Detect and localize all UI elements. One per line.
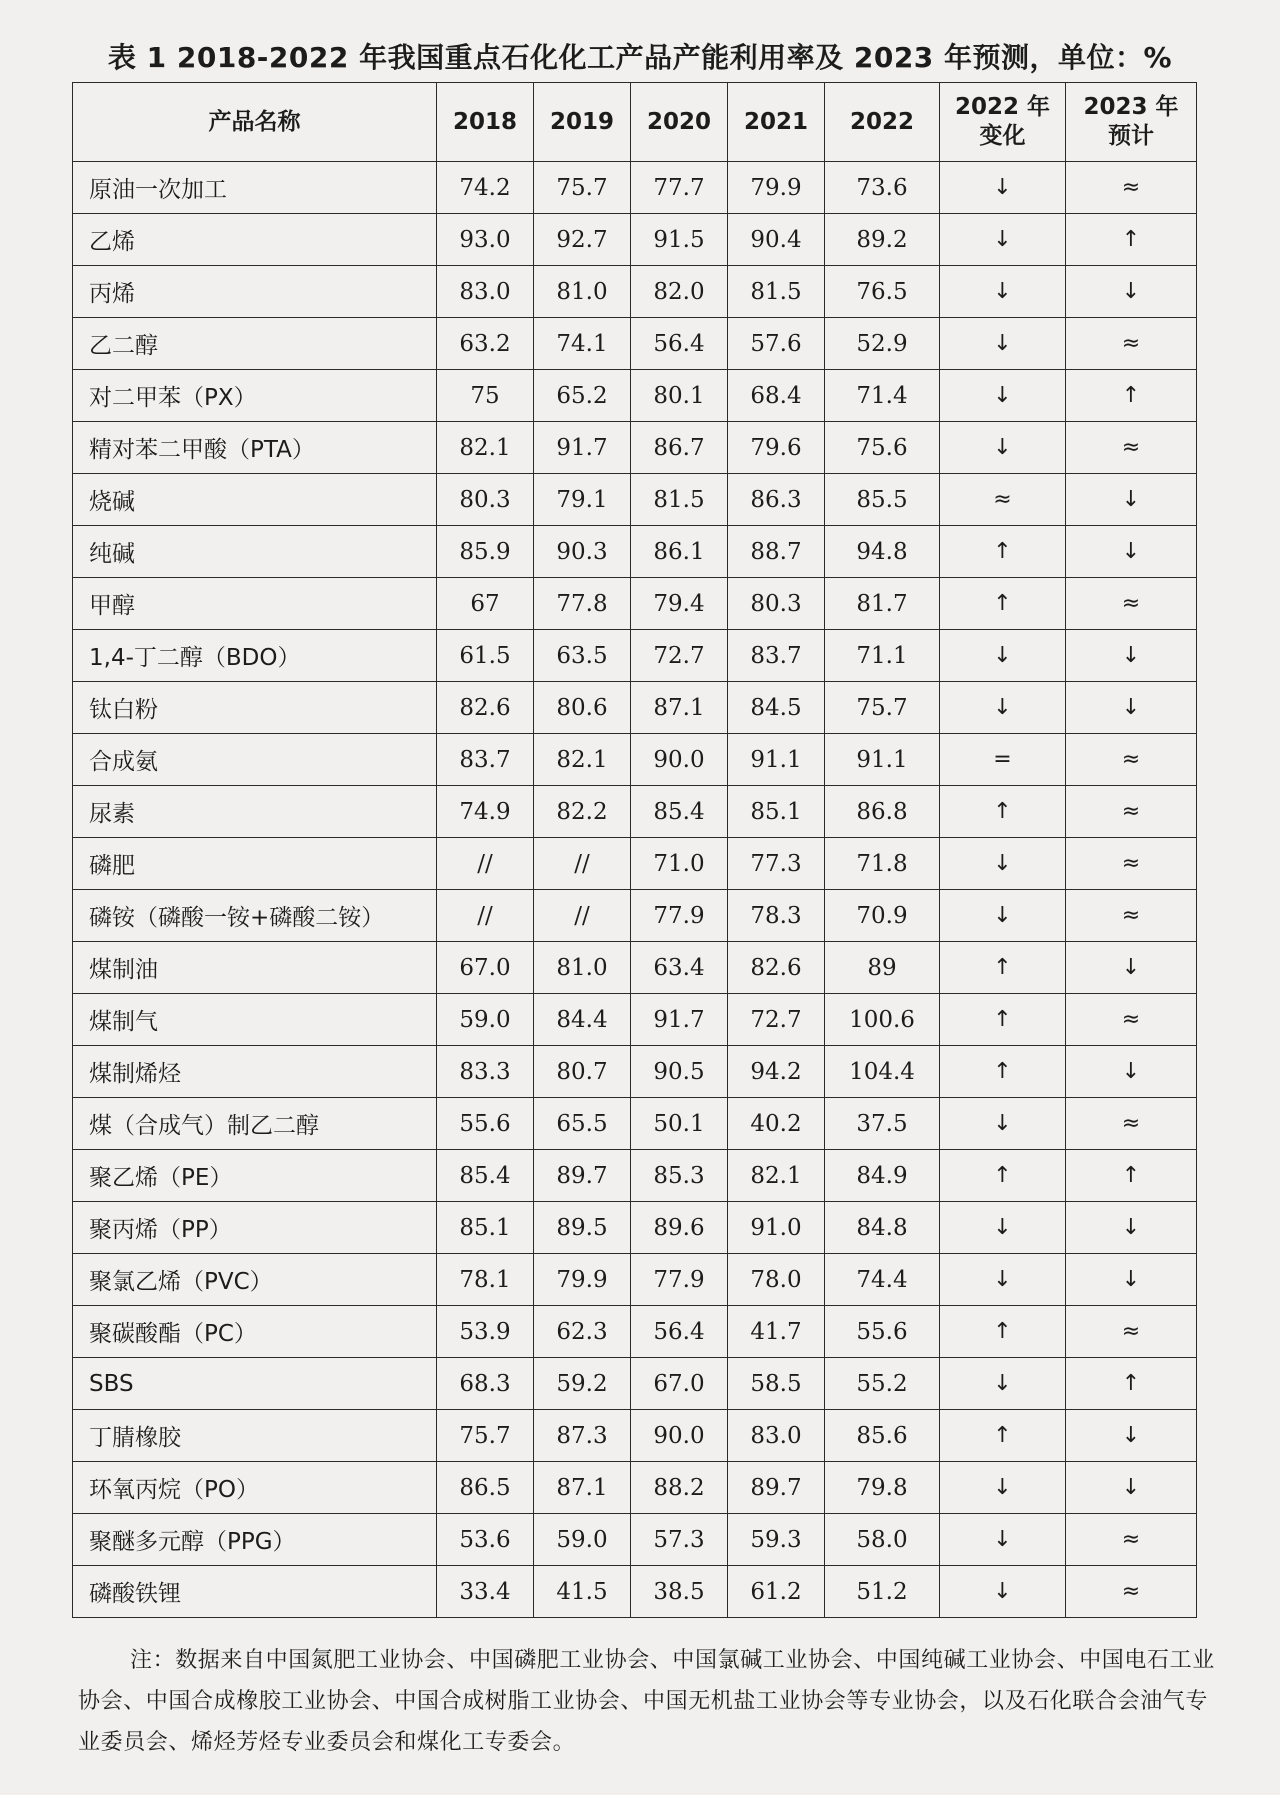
product-name-cell: 聚乙烯（PE）	[73, 1150, 437, 1202]
value-2022-cell: 37.5	[825, 1098, 940, 1150]
header-2022: 2022	[825, 83, 940, 162]
value-2018-cell: 53.9	[437, 1306, 534, 1358]
value-2022-cell: 84.9	[825, 1150, 940, 1202]
value-2022-cell: 52.9	[825, 318, 940, 370]
table-header-row	[73, 83, 1197, 162]
value-2018-cell: 83.0	[437, 266, 534, 318]
value-2020-cell: 90.0	[631, 1410, 728, 1462]
forecast-2023-indicator: ≈	[1066, 786, 1197, 838]
value-2020-cell: 85.3	[631, 1150, 728, 1202]
forecast-2023-indicator: ↑	[1066, 1150, 1197, 1202]
table-row	[73, 786, 1197, 838]
table-row	[73, 734, 1197, 786]
value-2020-cell: 91.5	[631, 214, 728, 266]
change-2022-indicator: ↑	[940, 1046, 1066, 1098]
product-name-cell: 磷肥	[73, 838, 437, 890]
value-2021-cell: 90.4	[728, 214, 825, 266]
value-2018-cell: 55.6	[437, 1098, 534, 1150]
change-2022-indicator: ↓	[940, 890, 1066, 942]
table-row	[73, 1306, 1197, 1358]
source-note: 注：数据来自中国氮肥工业协会、中国磷肥工业协会、中国氯碱工业协会、中国纯碱工业协会、中国电石工业协会、中国合成橡胶工业协会、中国合成树脂工业协会、中国无机盐工业协会等专业协会，以及石化联合会油气专业委员会、烯烃芳烃专业委员会和煤化工专委会。	[78, 1648, 1215, 1755]
value-2018-cell: //	[437, 890, 534, 942]
value-2021-cell: 59.3	[728, 1514, 825, 1566]
change-2022-indicator: ↓	[940, 370, 1066, 422]
table-row	[73, 1150, 1197, 1202]
forecast-2023-indicator: ≈	[1066, 1514, 1197, 1566]
value-2020-cell: 87.1	[631, 682, 728, 734]
value-2020-cell: 90.0	[631, 734, 728, 786]
value-2021-cell: 94.2	[728, 1046, 825, 1098]
capacity-utilization-table	[72, 82, 1197, 1618]
value-2020-cell: 86.7	[631, 422, 728, 474]
product-name-cell: 磷酸铁锂	[73, 1566, 437, 1618]
product-name-cell: 丁腈橡胶	[73, 1410, 437, 1462]
value-2018-cell: 75	[437, 370, 534, 422]
product-name-cell: 乙烯	[73, 214, 437, 266]
value-2019-cell: 84.4	[534, 994, 631, 1046]
product-name-cell: 合成氨	[73, 734, 437, 786]
product-name-cell: 聚丙烯（PP）	[73, 1202, 437, 1254]
forecast-2023-indicator: ≈	[1066, 422, 1197, 474]
value-2020-cell: 88.2	[631, 1462, 728, 1514]
forecast-2023-indicator: ↑	[1066, 1358, 1197, 1410]
value-2019-cell: 59.2	[534, 1358, 631, 1410]
value-2022-cell: 71.1	[825, 630, 940, 682]
product-name-cell: 乙二醇	[73, 318, 437, 370]
value-2018-cell: 83.7	[437, 734, 534, 786]
value-2019-cell: 79.9	[534, 1254, 631, 1306]
value-2021-cell: 78.3	[728, 890, 825, 942]
change-2022-indicator: =	[940, 734, 1066, 786]
table-body	[73, 162, 1197, 1618]
value-2018-cell: 80.3	[437, 474, 534, 526]
value-2021-cell: 79.6	[728, 422, 825, 474]
change-2022-indicator: ↑	[940, 994, 1066, 1046]
value-2019-cell: 82.1	[534, 734, 631, 786]
product-name-cell: 煤制气	[73, 994, 437, 1046]
value-2022-cell: 71.4	[825, 370, 940, 422]
forecast-2023-indicator: ↓	[1066, 1202, 1197, 1254]
change-2022-indicator: ↓	[940, 1358, 1066, 1410]
forecast-2023-indicator: ≈	[1066, 1306, 1197, 1358]
value-2018-cell: 86.5	[437, 1462, 534, 1514]
change-2022-indicator: ↓	[940, 1514, 1066, 1566]
value-2022-cell: 89.2	[825, 214, 940, 266]
value-2020-cell: 82.0	[631, 266, 728, 318]
table-row	[73, 942, 1197, 994]
value-2022-cell: 55.2	[825, 1358, 940, 1410]
value-2022-cell: 70.9	[825, 890, 940, 942]
forecast-2023-indicator: ≈	[1066, 578, 1197, 630]
value-2018-cell: 75.7	[437, 1410, 534, 1462]
change-2022-indicator: ↓	[940, 1098, 1066, 1150]
change-2022-indicator: ↓	[940, 630, 1066, 682]
table-row	[73, 1566, 1197, 1618]
value-2020-cell: 86.1	[631, 526, 728, 578]
value-2018-cell: 61.5	[437, 630, 534, 682]
value-2019-cell: 79.1	[534, 474, 631, 526]
value-2020-cell: 63.4	[631, 942, 728, 994]
value-2020-cell: 77.7	[631, 162, 728, 214]
value-2020-cell: 79.4	[631, 578, 728, 630]
value-2019-cell: 81.0	[534, 266, 631, 318]
value-2019-cell: //	[534, 838, 631, 890]
table-row	[73, 838, 1197, 890]
value-2021-cell: 68.4	[728, 370, 825, 422]
value-2018-cell: 85.9	[437, 526, 534, 578]
product-name-cell: SBS	[73, 1358, 437, 1410]
change-2022-indicator: ↓	[940, 1254, 1066, 1306]
product-name-cell: 甲醇	[73, 578, 437, 630]
value-2019-cell: 81.0	[534, 942, 631, 994]
product-name-cell: 纯碱	[73, 526, 437, 578]
forecast-2023-indicator: ↓	[1066, 630, 1197, 682]
table-row	[73, 1046, 1197, 1098]
table-row	[73, 1254, 1197, 1306]
value-2021-cell: 78.0	[728, 1254, 825, 1306]
value-2019-cell: 62.3	[534, 1306, 631, 1358]
forecast-2023-indicator: ↓	[1066, 1462, 1197, 1514]
value-2020-cell: 56.4	[631, 318, 728, 370]
value-2018-cell: 78.1	[437, 1254, 534, 1306]
forecast-2023-indicator: ↓	[1066, 682, 1197, 734]
product-name-cell: 环氧丙烷（PO）	[73, 1462, 437, 1514]
product-name-cell: 烧碱	[73, 474, 437, 526]
table-row	[73, 422, 1197, 474]
value-2022-cell: 94.8	[825, 526, 940, 578]
table-row	[73, 266, 1197, 318]
product-name-cell: 对二甲苯（PX）	[73, 370, 437, 422]
value-2022-cell: 85.5	[825, 474, 940, 526]
table-row	[73, 630, 1197, 682]
value-2022-cell: 81.7	[825, 578, 940, 630]
value-2020-cell: 81.5	[631, 474, 728, 526]
value-2022-cell: 51.2	[825, 1566, 940, 1618]
forecast-2023-indicator: ↓	[1066, 942, 1197, 994]
value-2019-cell: 77.8	[534, 578, 631, 630]
value-2022-cell: 84.8	[825, 1202, 940, 1254]
product-name-cell: 聚氯乙烯（PVC）	[73, 1254, 437, 1306]
forecast-2023-indicator: ↓	[1066, 474, 1197, 526]
forecast-2023-indicator: ≈	[1066, 1098, 1197, 1150]
product-name-cell: 煤制油	[73, 942, 437, 994]
change-2022-indicator: ↓	[940, 1566, 1066, 1618]
value-2022-cell: 58.0	[825, 1514, 940, 1566]
value-2021-cell: 85.1	[728, 786, 825, 838]
change-2022-indicator: ↓	[940, 1202, 1066, 1254]
table-row	[73, 994, 1197, 1046]
forecast-2023-indicator: ↑	[1066, 370, 1197, 422]
value-2022-cell: 79.8	[825, 1462, 940, 1514]
change-2022-indicator: ↓	[940, 214, 1066, 266]
value-2020-cell: 56.4	[631, 1306, 728, 1358]
table-row	[73, 1514, 1197, 1566]
value-2018-cell: 67.0	[437, 942, 534, 994]
product-name-cell: 原油一次加工	[73, 162, 437, 214]
value-2019-cell: 89.5	[534, 1202, 631, 1254]
value-2019-cell: 74.1	[534, 318, 631, 370]
forecast-2023-indicator: ↑	[1066, 214, 1197, 266]
value-2021-cell: 82.6	[728, 942, 825, 994]
value-2020-cell: 77.9	[631, 1254, 728, 1306]
product-name-cell: 聚醚多元醇（PPG）	[73, 1514, 437, 1566]
product-name-cell: 精对苯二甲酸（PTA）	[73, 422, 437, 474]
change-2022-indicator: ↓	[940, 422, 1066, 474]
product-name-cell: 煤（合成气）制乙二醇	[73, 1098, 437, 1150]
change-2022-indicator: ↑	[940, 1410, 1066, 1462]
value-2021-cell: 41.7	[728, 1306, 825, 1358]
value-2021-cell: 83.7	[728, 630, 825, 682]
header-2022-change	[940, 83, 1066, 162]
table-row	[73, 890, 1197, 942]
forecast-2023-indicator: ≈	[1066, 162, 1197, 214]
forecast-2023-indicator: ≈	[1066, 994, 1197, 1046]
change-2022-indicator: ↑	[940, 1150, 1066, 1202]
product-name-cell: 磷铵（磷酸一铵+磷酸二铵）	[73, 890, 437, 942]
header-2021: 2021	[728, 83, 825, 162]
value-2019-cell: 91.7	[534, 422, 631, 474]
value-2020-cell: 38.5	[631, 1566, 728, 1618]
product-name-cell: 尿素	[73, 786, 437, 838]
change-2022-indicator: ↓	[940, 682, 1066, 734]
value-2019-cell: 75.7	[534, 162, 631, 214]
header-2019: 2019	[534, 83, 631, 162]
table-row	[73, 526, 1197, 578]
table-title: 表 1 2018-2022 年我国重点石化化工产品产能利用率及 2023 年预测，单位：%	[107, 41, 1173, 74]
value-2021-cell: 88.7	[728, 526, 825, 578]
product-name-cell: 煤制烯烃	[73, 1046, 437, 1098]
value-2022-cell: 55.6	[825, 1306, 940, 1358]
value-2022-cell: 100.6	[825, 994, 940, 1046]
table-row	[73, 1098, 1197, 1150]
value-2019-cell: 80.6	[534, 682, 631, 734]
value-2020-cell: 67.0	[631, 1358, 728, 1410]
value-2021-cell: 79.9	[728, 162, 825, 214]
value-2019-cell: 80.7	[534, 1046, 631, 1098]
forecast-2023-indicator: ↓	[1066, 526, 1197, 578]
value-2021-cell: 83.0	[728, 1410, 825, 1462]
value-2021-cell: 86.3	[728, 474, 825, 526]
table-row	[73, 474, 1197, 526]
product-name-cell: 丙烯	[73, 266, 437, 318]
value-2021-cell: 58.5	[728, 1358, 825, 1410]
change-2022-indicator: ↓	[940, 162, 1066, 214]
change-2022-indicator: ↓	[940, 1462, 1066, 1514]
value-2021-cell: 40.2	[728, 1098, 825, 1150]
value-2019-cell: 82.2	[534, 786, 631, 838]
value-2018-cell: 67	[437, 578, 534, 630]
change-2022-indicator: ≈	[940, 474, 1066, 526]
change-2022-indicator: ↓	[940, 266, 1066, 318]
value-2021-cell: 77.3	[728, 838, 825, 890]
table-row	[73, 214, 1197, 266]
value-2019-cell: 92.7	[534, 214, 631, 266]
value-2018-cell: //	[437, 838, 534, 890]
forecast-2023-indicator: ≈	[1066, 318, 1197, 370]
value-2018-cell: 53.6	[437, 1514, 534, 1566]
header-2023-forecast-line2: 预计	[1108, 123, 1154, 149]
change-2022-indicator: ↑	[940, 1306, 1066, 1358]
change-2022-indicator: ↑	[940, 526, 1066, 578]
value-2018-cell: 63.2	[437, 318, 534, 370]
value-2022-cell: 74.4	[825, 1254, 940, 1306]
value-2019-cell: 87.3	[534, 1410, 631, 1462]
value-2018-cell: 82.6	[437, 682, 534, 734]
table-row	[73, 162, 1197, 214]
header-2022-change-line2: 变化	[979, 123, 1026, 149]
value-2021-cell: 91.0	[728, 1202, 825, 1254]
value-2020-cell: 72.7	[631, 630, 728, 682]
value-2022-cell: 75.6	[825, 422, 940, 474]
value-2018-cell: 74.2	[437, 162, 534, 214]
value-2021-cell: 61.2	[728, 1566, 825, 1618]
value-2019-cell: //	[534, 890, 631, 942]
header-2018: 2018	[437, 83, 534, 162]
value-2020-cell: 90.5	[631, 1046, 728, 1098]
change-2022-indicator: ↑	[940, 786, 1066, 838]
change-2022-indicator: ↑	[940, 942, 1066, 994]
table-row	[73, 1410, 1197, 1462]
table-row	[73, 1358, 1197, 1410]
value-2022-cell: 75.7	[825, 682, 940, 734]
change-2022-indicator: ↓	[940, 838, 1066, 890]
forecast-2023-indicator: ↓	[1066, 1046, 1197, 1098]
value-2018-cell: 83.3	[437, 1046, 534, 1098]
forecast-2023-indicator: ≈	[1066, 734, 1197, 786]
value-2020-cell: 77.9	[631, 890, 728, 942]
value-2022-cell: 89	[825, 942, 940, 994]
value-2022-cell: 76.5	[825, 266, 940, 318]
product-name-cell: 钛白粉	[73, 682, 437, 734]
value-2021-cell: 84.5	[728, 682, 825, 734]
value-2019-cell: 59.0	[534, 1514, 631, 1566]
value-2020-cell: 80.1	[631, 370, 728, 422]
value-2018-cell: 59.0	[437, 994, 534, 1046]
value-2020-cell: 71.0	[631, 838, 728, 890]
value-2021-cell: 91.1	[728, 734, 825, 786]
forecast-2023-indicator: ≈	[1066, 890, 1197, 942]
forecast-2023-indicator: ↓	[1066, 266, 1197, 318]
table-row	[73, 682, 1197, 734]
change-2022-indicator: ↓	[940, 318, 1066, 370]
value-2020-cell: 91.7	[631, 994, 728, 1046]
product-name-cell: 聚碳酸酯（PC）	[73, 1306, 437, 1358]
value-2019-cell: 65.2	[534, 370, 631, 422]
value-2021-cell: 89.7	[728, 1462, 825, 1514]
value-2022-cell: 91.1	[825, 734, 940, 786]
forecast-2023-indicator: ↓	[1066, 1410, 1197, 1462]
value-2019-cell: 63.5	[534, 630, 631, 682]
value-2022-cell: 86.8	[825, 786, 940, 838]
value-2020-cell: 89.6	[631, 1202, 728, 1254]
table-row	[73, 1462, 1197, 1514]
forecast-2023-indicator: ↓	[1066, 1254, 1197, 1306]
value-2020-cell: 85.4	[631, 786, 728, 838]
value-2018-cell: 68.3	[437, 1358, 534, 1410]
value-2021-cell: 82.1	[728, 1150, 825, 1202]
table-row	[73, 1202, 1197, 1254]
value-2022-cell: 71.8	[825, 838, 940, 890]
table-row	[73, 578, 1197, 630]
header-2020: 2020	[631, 83, 728, 162]
product-name-cell: 1,4-丁二醇（BDO）	[73, 630, 437, 682]
value-2018-cell: 74.9	[437, 786, 534, 838]
value-2020-cell: 57.3	[631, 1514, 728, 1566]
header-2023-forecast-line1: 2023 年	[1083, 94, 1179, 120]
header-2022-change-line1: 2022 年	[954, 94, 1051, 120]
table-row	[73, 370, 1197, 422]
value-2021-cell: 80.3	[728, 578, 825, 630]
value-2022-cell: 73.6	[825, 162, 940, 214]
value-2019-cell: 90.3	[534, 526, 631, 578]
value-2021-cell: 81.5	[728, 266, 825, 318]
value-2022-cell: 104.4	[825, 1046, 940, 1098]
value-2019-cell: 89.7	[534, 1150, 631, 1202]
value-2022-cell: 85.6	[825, 1410, 940, 1462]
value-2019-cell: 41.5	[534, 1566, 631, 1618]
value-2018-cell: 82.1	[437, 422, 534, 474]
value-2018-cell: 85.4	[437, 1150, 534, 1202]
value-2020-cell: 50.1	[631, 1098, 728, 1150]
value-2019-cell: 65.5	[534, 1098, 631, 1150]
change-2022-indicator: ↑	[940, 578, 1066, 630]
value-2021-cell: 57.6	[728, 318, 825, 370]
value-2021-cell: 72.7	[728, 994, 825, 1046]
value-2019-cell: 87.1	[534, 1462, 631, 1514]
header-product-name: 产品名称	[73, 83, 437, 162]
forecast-2023-indicator: ≈	[1066, 838, 1197, 890]
table-row	[73, 318, 1197, 370]
value-2018-cell: 93.0	[437, 214, 534, 266]
header-2023-forecast	[1066, 83, 1197, 162]
value-2018-cell: 33.4	[437, 1566, 534, 1618]
forecast-2023-indicator: ≈	[1066, 1566, 1197, 1618]
value-2018-cell: 85.1	[437, 1202, 534, 1254]
